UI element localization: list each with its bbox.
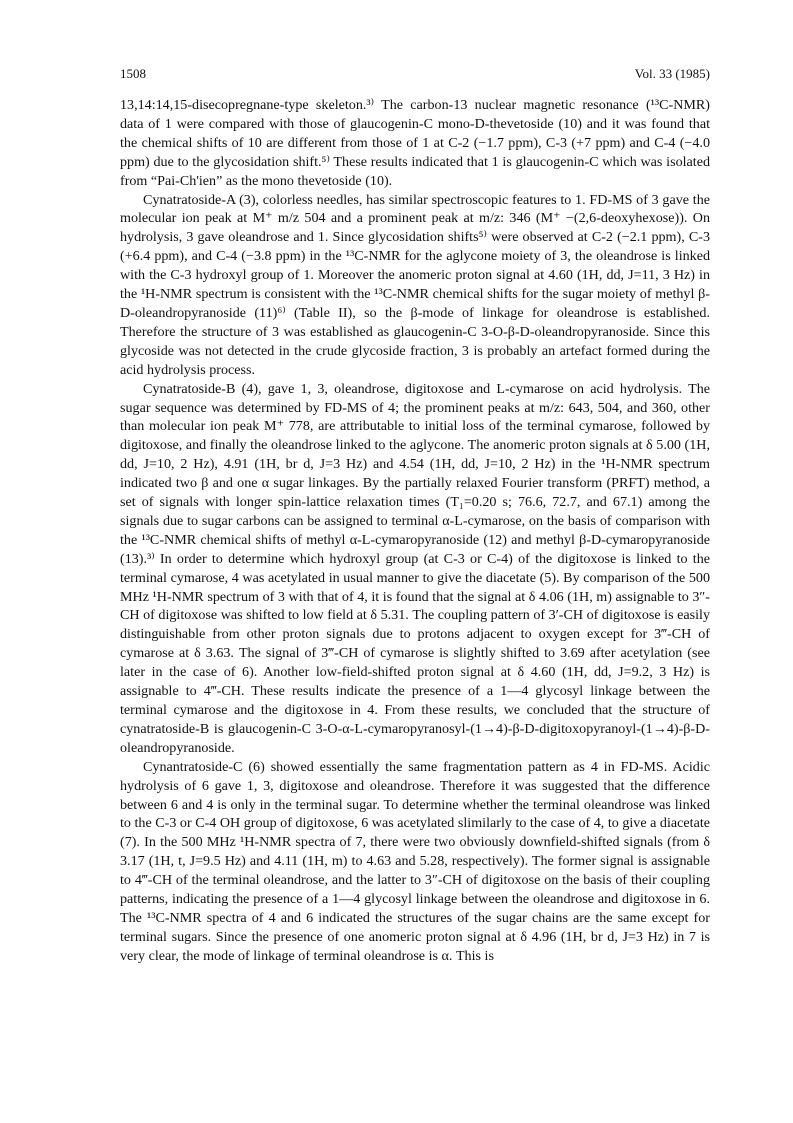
- running-header: [120, 66, 710, 82]
- paragraph-4: Cynantratoside-C (6) showed essentially the same fragmentation pattern as 4 in FD-MS. Acidic hydrolysis of 6 gave 1, 3, digitoxose and oleandrose. Therefore it was suggested that the difference between 6 and 4 is only in the terminal sugar. To determine whether the terminal oleandrose was linked to the C-3 or C-4 OH group of digitoxose, 6 was acetylated slimilarly to the case of 4, to give a diacetate (7). In the 500 MHz ¹H-NMR spectra of 7, there were two obviously downfield-shifted signals (from δ 3.17 (1H, t, J=9.5 Hz) and 4.11 (1H, m) to 4.63 and 5.28, respectively). The former signal is assignable to 4‴-CH of the terminal oleandrose, and the latter to 3″-CH of digitoxose on the basis of their coupling patterns, indicating the presence of a 1—4 glycosyl linkage between the oleandrose and digitoxose in 6. The ¹³C-NMR spectra of 4 and 6 indicated the structures of the sugar chains are the same except for terminal sugars. Since the presence of one anomeric proton signal at δ 4.96 (1H, br d, J=3 Hz) in 7 is very clear, the mode of linkage of terminal oleandrose is α. This is: [120, 758, 710, 964]
- page-number: 1508: [120, 66, 146, 81]
- volume-label: Vol. 33 (1985): [634, 66, 710, 81]
- paragraph-2: Cynatratoside-A (3), colorless needles, has similar spectroscopic features to 1. FD-MS of 3 gave the molecular ion peak at M⁺ m/z 504 and a prominent peak at m/z: 346 (M⁺ −(2,6-deoxyhexose)). On hydrolysis, 3 gave oleandrose and 1. Since glycosidation shifts⁵⁾ were observed at C-2 (−2.1 ppm), C-3 (+6.4 ppm), and C-4 (−3.8 ppm) in the ¹³C-NMR for the aglycone moiety of 3, the oleandrose is linked with the C-3 hydroxyl group of 1. Moreover the anomeric proton signal at 4.60 (1H, dd, J=11, 3 Hz) in the ¹H-NMR spectrum is consistent with the ¹³C-NMR chemical shifts for the sugar moiety of methyl β-D-oleandropyranoside (11)⁶⁾ (Table II), so the β-mode of linkage for oleandrose is established. Therefore the structure of 3 was established as glaucogenin-C 3-O-β-D-oleandropyranoside. Since this glycoside was not detected in the crude glycoside fraction, 3 is probably an artefact formed during the acid hydrolysis process.: [120, 191, 710, 378]
- paragraph-1: 13,14:14,15-disecopregnane-type skeleton.³⁾ The carbon-13 nuclear magnetic resonance (¹³C-NMR) data of 1 were compared with those of glaucogenin-C mono-D-thevetoside (10) and it was found that the chemical shifts of 10 are different from those of 1 at C-2 (−1.7 ppm), C-3 (+7 ppm) and C-4 (−4.0 ppm) due to the glycosidation shift.⁵⁾ These results indicated that 1 is glaucogenin-C which was isolated from “Pai-Ch'ien” as the mono thevetoside (10).: [120, 97, 710, 189]
- article-body: [120, 96, 710, 966]
- paragraph-3: Cynatratoside-B (4), gave 1, 3, oleandrose, digitoxose and L-cymarose on acid hydrolysis. The sugar sequence was determined by FD-MS of 4; the prominent peaks at m/z: 643, 504, and 360, other than molecular ion peak M⁺ 778, are attributable to initial loss of the terminal cymarose, followed by digitoxose, and finally the oleandrose linked to the aglycone. The anomeric proton signals at δ 5.00 (1H, dd, J=10, 2 Hz), 4.91 (1H, br d, J=3 Hz) and 4.54 (1H, dd, J=10, 2 Hz) in the ¹H-NMR spectrum indicated two β and one α sugar linkages. By the partially relaxed Fourier transform (PRFT) method, a set of signals with longer spin-lattice relaxation times (T₁=0.20 s; 76.6, 72.7, and 67.1) among the signals due to sugar carbons can be assigned to terminal α-L-cymarose, on the basis of comparison with the ¹³C-NMR chemical shifts of methyl α-L-cymaropyranoside (12) and methyl β-D-cymaropyranoside (13).³⁾ In order to determine which hydroxyl group (at C-3 or C-4) of the digitoxose is linked to the terminal cymarose, 4 was acetylated in usual manner to give the diacetate (5). By comparison of the 500 MHz ¹H-NMR spectrum of 3 with that of 4, it is found that the signal at δ 4.06 (1H, m) assignable to 3″-CH of digitoxose was shifted to low field at δ 5.31. The coupling pattern of 3′-CH of digitoxose is easily distinguishable from other proton signals due to protons adjacent to oxygen except for 3‴-CH of cymarose at δ 3.63. The signal of 3‴-CH of cymarose is slightly shifted to 3.69 after acetylation (see later in the case of 6). Another low-field-shifted proton signal at δ 4.60 (1H, dd, J=9.2, 3 Hz) is assignable to 4‴-CH. These results indicate the presence of a 1—4 glycosyl linkage between the terminal cymarose and the digitoxose in 4. From these results, we concluded that the structure of cynatratoside-B is glaucogenin-C 3-O-α-L-cymaropyranosyl-(1→4)-β-D-digitoxopyranoyl-(1→4)-β-D-oleandropyranoside.: [120, 380, 710, 756]
